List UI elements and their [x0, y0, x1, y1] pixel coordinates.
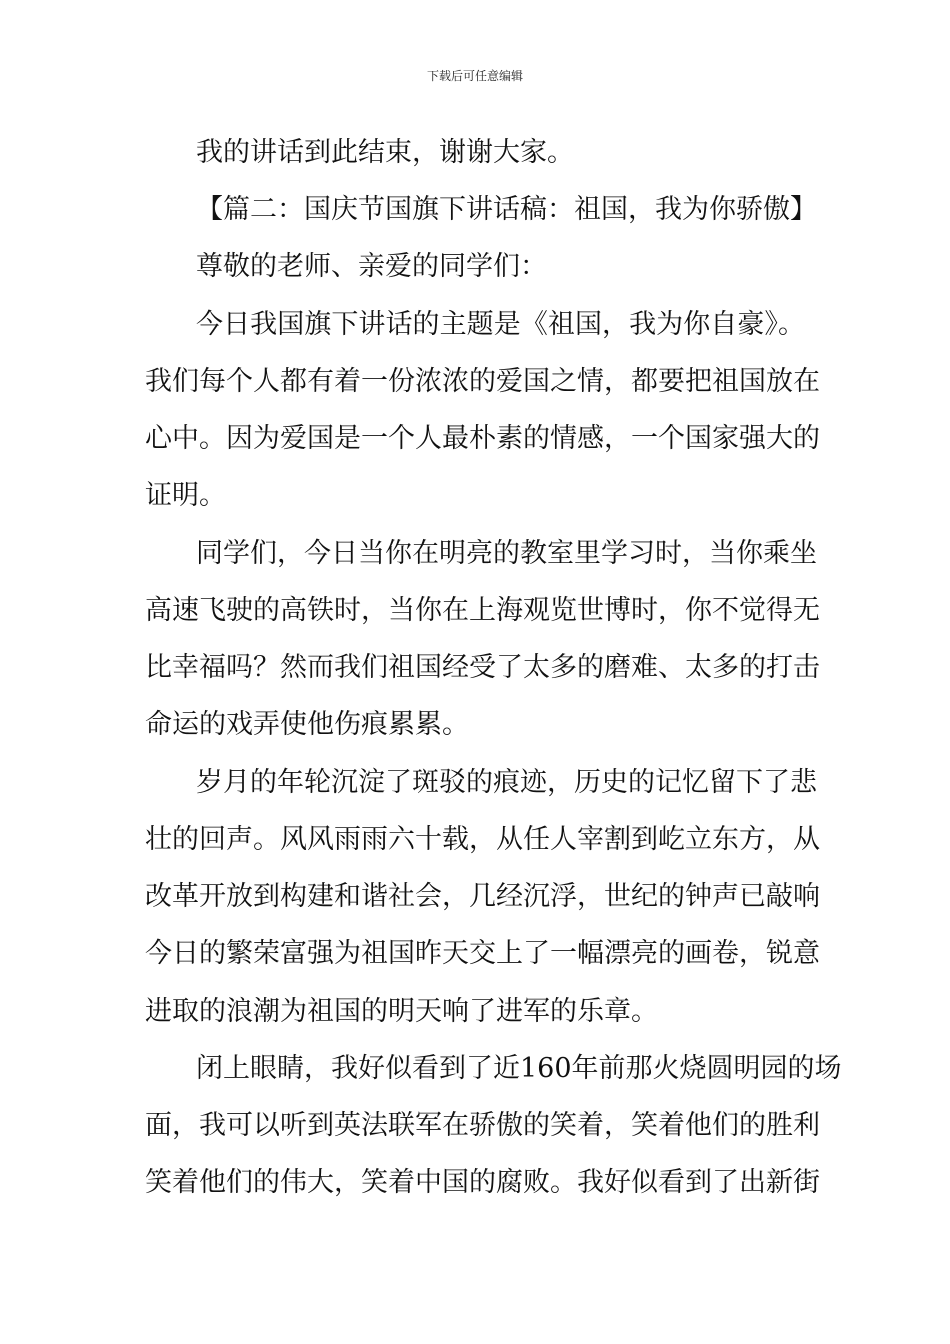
- text-line-7: 证明。: [145, 480, 226, 511]
- text-line-16: 进取的浪潮为祖国的明天响了进军的乐章。: [145, 996, 658, 1027]
- text-line-17: 闭上眼睛，我好似看到了近160年前那火烧圆明园的场: [196, 1053, 842, 1084]
- salutation-line: 尊敬的老师、亲爱的同学们：: [196, 251, 547, 282]
- text-line-6: 心中。因为爱国是一个人最朴素的情感，一个国家强大的: [145, 423, 820, 454]
- text-line-12: 岁月的年轮沉淀了斑驳的痕迹，历史的记忆留下了悲: [196, 767, 817, 798]
- section-heading: 【篇二：国庆节国旗下讲话稿：祖国，我为你骄傲】: [196, 194, 817, 225]
- text-line-5: 我们每个人都有着一份浓浓的爱国之情，都要把祖国放在: [145, 366, 820, 397]
- text-line-1: 我的讲话到此结束，谢谢大家。: [196, 137, 574, 168]
- text-line-4: 今日我国旗下讲话的主题是《祖国，我为你自豪》。: [196, 309, 805, 340]
- text-line-18: 面，我可以听到英法联军在骄傲的笑着，笑着他们的胜利: [145, 1110, 820, 1141]
- page-header: 下载后可任意编辑: [426, 69, 523, 83]
- text-line-14: 改革开放到构建和谐社会，几经沉浮，世纪的钟声已敲响: [145, 881, 820, 912]
- text-line-15: 今日的繁荣富强为祖国昨天交上了一幅漂亮的画卷，锐意: [145, 938, 820, 969]
- text-line-10: 比幸福吗？然而我们祖国经受了太多的磨难、太多的打击: [145, 652, 820, 683]
- text-line-8: 同学们，今日当你在明亮的教室里学习时，当你乘坐: [196, 538, 817, 569]
- text-line-19: 笑着他们的伟大，笑着中国的腐败。我好似看到了出新街: [145, 1167, 820, 1198]
- text-line-11: 命运的戏弄使他伤痕累累。: [145, 709, 469, 740]
- text-line-9: 高速飞驶的高铁时，当你在上海观览世博时，你不觉得无: [145, 595, 820, 626]
- text-line-13: 壮的回声。风风雨雨六十载，从任人宰割到屹立东方，从: [145, 824, 820, 855]
